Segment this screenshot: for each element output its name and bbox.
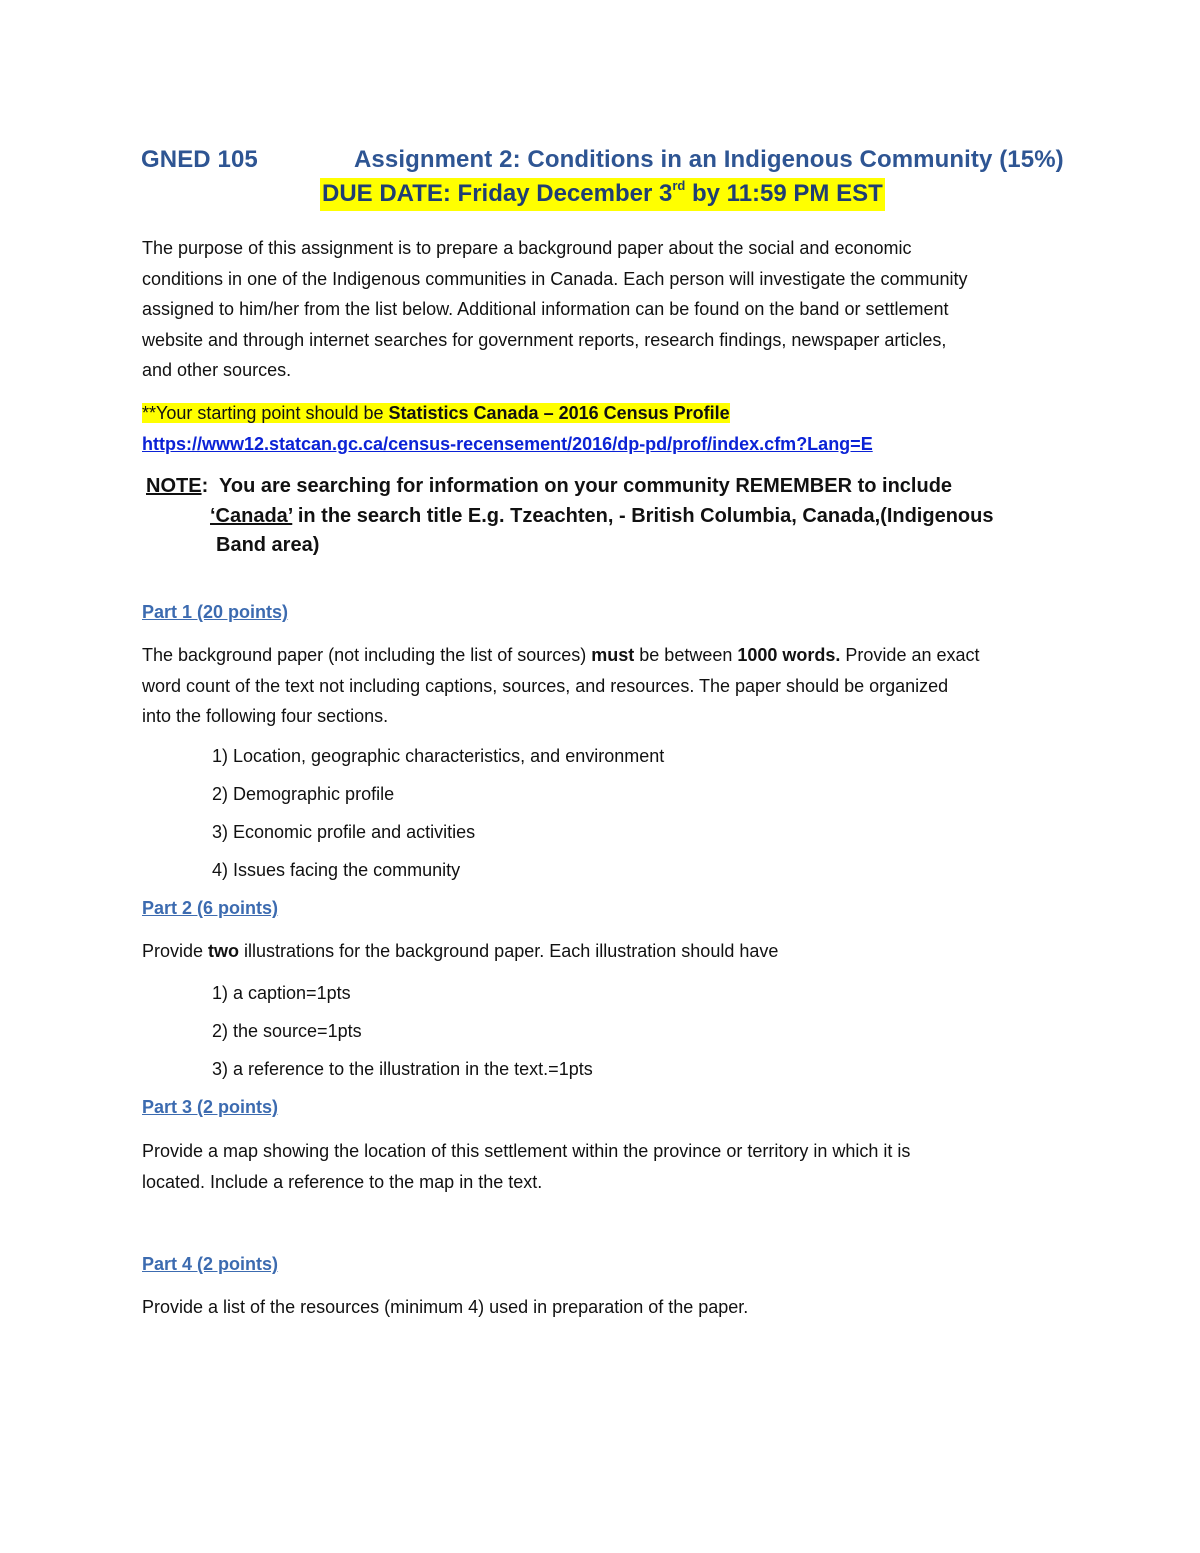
census-profile-link[interactable]: https://www12.statcan.gc.ca/census-recensement/2016/dp-pd/prof/index.cfm?Lang=E	[142, 434, 873, 454]
intro-line: and other sources.	[142, 360, 292, 380]
list-item: 1) a caption=1pts	[212, 983, 351, 1003]
part-3-line: Provide a map showing the location of this settlement within the province or territory in which it is	[142, 1141, 911, 1161]
part-2-text: Provide	[142, 941, 209, 961]
part-1-line	[142, 640, 1072, 671]
part-3-paragraph	[142, 1136, 1062, 1197]
part-1-line: into the following four sections.	[142, 706, 389, 726]
note-line-1	[146, 472, 952, 501]
starting-point-prefix: **Your starting point should be	[142, 403, 389, 423]
intro-line: conditions in one of the Indigenous communities in Canada. Each person will investigate the community	[142, 268, 968, 289]
list-item: 4) Issues facing the community	[212, 860, 461, 880]
assignment-title: Assignment 2: Conditions in an Indigenous Community (15%)	[354, 146, 1064, 173]
census-profile-label: Statistics Canada – 2016 Census Profile	[388, 403, 730, 423]
note-text: You are searching for information on your community REMEMBER to include	[219, 475, 953, 497]
note-colon: :	[201, 475, 209, 497]
census-link-row	[142, 429, 873, 461]
part-3-heading: Part 3 (2 points)	[142, 1097, 279, 1117]
starting-point-text	[142, 403, 730, 423]
intro-line: assigned to him/her from the list below. Additional information can be found on the band or settlement	[142, 299, 949, 319]
part-1-text: be between	[634, 645, 738, 665]
part-2-heading: Part 2 (6 points)	[142, 898, 279, 918]
due-date-ordinal: rd	[672, 178, 686, 193]
part-1-heading: Part 1 (20 points)	[142, 602, 289, 622]
list-item: 3) a reference to the illustration in the text.=1pts	[212, 1059, 593, 1079]
part-1-text: Provide an exact	[840, 645, 980, 665]
part-3-line: located. Include a reference to the map in the text.	[142, 1171, 543, 1192]
note-line-2	[210, 502, 993, 531]
part-1-text: The background paper (not including the list of sources)	[142, 645, 592, 665]
course-code: GNED 105	[141, 146, 258, 173]
part-1-must: must	[591, 645, 635, 665]
note-line-3: Band area)	[216, 534, 320, 556]
part-2-two: two	[208, 941, 240, 961]
part-4-paragraph: Provide a list of the resources (minimum 4) used in preparation of the paper.	[142, 1297, 749, 1317]
note-label: NOTE	[146, 475, 202, 497]
intro-paragraph	[142, 233, 1062, 386]
due-date-prefix: DUE DATE: Friday December 3	[322, 180, 673, 207]
part-1-word-count: 1000 words.	[737, 645, 841, 665]
list-item: 2) the source=1pts	[212, 1021, 362, 1041]
list-item: 2) Demographic profile	[212, 784, 395, 804]
list-item: 3) Economic profile and activities	[212, 822, 476, 842]
part-1-line: word count of the text not including captions, sources, and resources. The paper should be organized	[142, 675, 949, 696]
part-2-text: illustrations for the background paper. Each illustration should have	[239, 941, 779, 961]
part-4-heading: Part 4 (2 points)	[142, 1254, 279, 1274]
due-date-suffix: by 11:59 PM EST	[685, 180, 883, 207]
list-item: 1) Location, geographic characteristics, and environment	[212, 746, 665, 766]
note-text-2: in the search title E.g. Tzeachten, - British Columbia, Canada,(Indigenous	[292, 505, 994, 527]
intro-line: website and through internet searches for government reports, research findings, newspaper articles,	[142, 329, 947, 350]
part-1-paragraph	[142, 640, 1072, 732]
part-2-paragraph	[142, 936, 778, 967]
starting-point	[142, 398, 730, 429]
intro-line: The purpose of this assignment is to prepare a background paper about the social and economic	[142, 238, 912, 258]
due-date	[320, 178, 885, 211]
note-canada: ‘Canada’	[210, 505, 293, 527]
